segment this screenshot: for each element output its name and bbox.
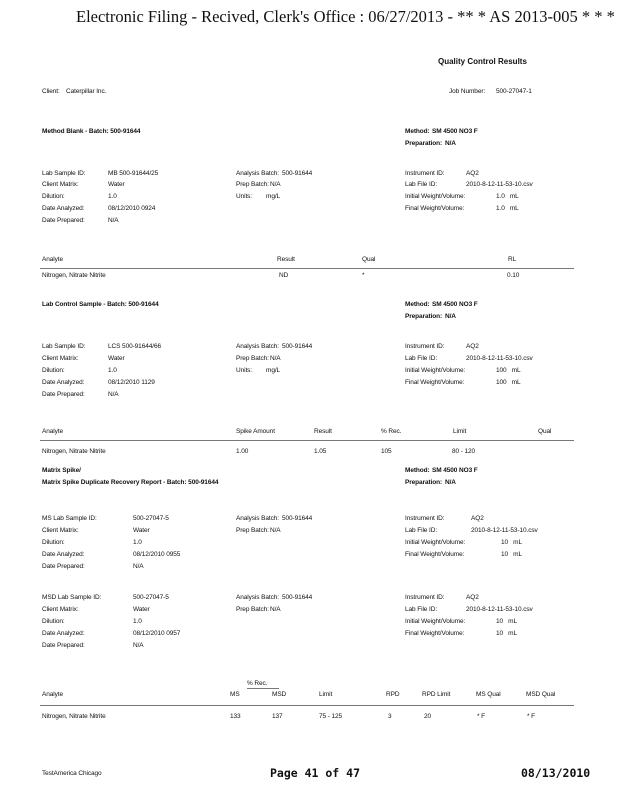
label-dilution: Dilution: bbox=[42, 539, 65, 546]
cell-rec: 105 bbox=[381, 448, 392, 455]
value-client-matrix: Water bbox=[133, 606, 150, 613]
label-final-weight: Final Weight/Volume: bbox=[405, 630, 465, 637]
value-initial-weight: 100 mL bbox=[496, 367, 521, 374]
label-lab-file-id: Lab File ID: bbox=[405, 606, 438, 613]
label-final-weight: Final Weight/Volume: bbox=[405, 551, 465, 558]
label-dilution: Dilution: bbox=[42, 618, 65, 625]
preparation-label: Preparation: bbox=[405, 313, 443, 320]
label-lab-sample-id: Lab Sample ID: bbox=[42, 343, 86, 350]
cell-result: ND bbox=[279, 272, 289, 279]
footer-page-number: Page 41 of 47 bbox=[270, 766, 361, 780]
cell-spike-amount: 1.00 bbox=[236, 448, 249, 455]
label-lab-file-id: Lab File ID: bbox=[405, 181, 438, 188]
footer-date: 08/13/2010 bbox=[521, 766, 591, 780]
label-analysis-batch: Analysis Batch: bbox=[236, 515, 279, 522]
label-client-matrix: Client Matrix: bbox=[42, 606, 79, 613]
value-final-weight: 1.0 mL bbox=[496, 205, 519, 212]
cell-rpd: 3 bbox=[388, 713, 392, 720]
col-header-msd-qual: MSD Qual bbox=[526, 691, 556, 698]
cell-analyte: Nitrogen, Nitrate Nitrite bbox=[42, 448, 106, 455]
label-msd-lab-sample-id: MSD Lab Sample ID: bbox=[42, 594, 102, 601]
value-date-analyzed: 08/12/2010 0924 bbox=[108, 205, 156, 212]
value-dilution: 1.0 bbox=[133, 618, 142, 625]
value-analysis-batch: 500-91644 bbox=[282, 170, 313, 177]
cell-msd: 137 bbox=[272, 713, 283, 720]
label-prep-batch: Prep Batch: bbox=[236, 181, 269, 188]
label-initial-weight: Initial Weight/Volume: bbox=[405, 618, 466, 625]
value-lab-sample-id: LCS 500-91644/66 bbox=[108, 343, 161, 350]
value-client-matrix: Water bbox=[108, 181, 125, 188]
value-units: mg/L bbox=[266, 367, 281, 374]
label-date-prepared: Date Prepared: bbox=[42, 217, 85, 224]
label-lab-file-id: Lab File ID: bbox=[405, 355, 438, 362]
label-ms-lab-sample-id: MS Lab Sample ID: bbox=[42, 515, 97, 522]
method-label: Method: bbox=[405, 128, 430, 135]
cell-qual: * bbox=[362, 272, 365, 279]
filing-banner: Electronic Filing - Recived, Clerk's Office : 06/27/2013 - ** * AS 2013-005 * * * bbox=[76, 7, 615, 26]
col-header-result: Result bbox=[314, 428, 332, 435]
table-divider bbox=[40, 268, 574, 269]
col-header-limit: Limit bbox=[453, 428, 467, 435]
report-title: Quality Control Results bbox=[438, 57, 527, 66]
cell-analyte: Nitrogen, Nitrate Nitrite bbox=[42, 713, 106, 720]
value-units: mg/L bbox=[266, 193, 281, 200]
cell-rl: 0.10 bbox=[507, 272, 520, 279]
value-date-prepared: N/A bbox=[108, 391, 119, 398]
col-header-analyte: Analyte bbox=[42, 256, 63, 263]
section-title: Method Blank - Batch: 500-91644 bbox=[42, 128, 141, 135]
label-final-weight: Final Weight/Volume: bbox=[405, 379, 465, 386]
label-instrument-id: Instrument ID: bbox=[405, 515, 445, 522]
rec-group-underline bbox=[247, 688, 279, 689]
col-header-msd: MSD bbox=[272, 691, 287, 698]
footer-lab-name: TestAmerica Chicago bbox=[42, 770, 102, 777]
value-initial-weight: 1.0 mL bbox=[496, 193, 519, 200]
value-prep-batch: N/A bbox=[270, 355, 281, 362]
method-label: Method: bbox=[405, 301, 430, 308]
job-number-label: Job Number: bbox=[449, 88, 486, 95]
value-client-matrix: Water bbox=[108, 355, 125, 362]
col-header-result: Result bbox=[277, 256, 295, 263]
value-instrument-id: AQ2 bbox=[466, 594, 479, 601]
label-initial-weight: Initial Weight/Volume: bbox=[405, 539, 466, 546]
col-header-spike-amount: Spike Amount bbox=[236, 428, 275, 435]
method-value: SM 4500 NO3 F bbox=[432, 467, 478, 474]
label-dilution: Dilution: bbox=[42, 367, 65, 374]
label-lab-file-id: Lab File ID: bbox=[405, 527, 438, 534]
label-initial-weight: Initial Weight/Volume: bbox=[405, 367, 466, 374]
value-lab-sample-id: MB 500-91644/25 bbox=[108, 170, 159, 177]
value-prep-batch: N/A bbox=[270, 606, 281, 613]
col-header-qual: Qual bbox=[362, 256, 376, 263]
value-date-analyzed: 08/12/2010 0955 bbox=[133, 551, 181, 558]
value-ms-lab-sample-id: 500-27047-5 bbox=[133, 515, 169, 522]
table-divider bbox=[40, 705, 574, 706]
preparation-value: N/A bbox=[445, 479, 456, 486]
job-number-value: 500-27047-1 bbox=[496, 88, 532, 95]
cell-ms-qual: * F bbox=[477, 713, 486, 720]
label-prep-batch: Prep Batch: bbox=[236, 527, 269, 534]
label-lab-sample-id: Lab Sample ID: bbox=[42, 170, 86, 177]
label-date-prepared: Date Prepared: bbox=[42, 563, 85, 570]
label-client-matrix: Client Matrix: bbox=[42, 527, 79, 534]
label-instrument-id: Instrument ID: bbox=[405, 343, 445, 350]
label-date-analyzed: Date Analyzed: bbox=[42, 205, 85, 212]
label-dilution: Dilution: bbox=[42, 193, 65, 200]
value-date-prepared: N/A bbox=[133, 563, 144, 570]
value-lab-file-id: 2010-8-12-11-53-10.csv bbox=[466, 181, 533, 188]
col-header-rpd-limit: RPD Limit bbox=[422, 691, 451, 698]
client-label: Client: bbox=[42, 88, 60, 95]
col-header-analyte: Analyte bbox=[42, 428, 63, 435]
preparation-value: N/A bbox=[445, 313, 456, 320]
value-lab-file-id: 2010-8-12-11-53-10.csv bbox=[471, 527, 538, 534]
value-analysis-batch: 500-91644 bbox=[282, 343, 313, 350]
value-final-weight: 10 mL bbox=[501, 551, 522, 558]
label-date-analyzed: Date Analyzed: bbox=[42, 551, 85, 558]
method-label: Method: bbox=[405, 467, 430, 474]
col-header-qual: Qual bbox=[538, 428, 552, 435]
section-title: Lab Control Sample - Batch: 500-91644 bbox=[42, 301, 159, 308]
label-client-matrix: Client Matrix: bbox=[42, 355, 79, 362]
col-header-rl: RL bbox=[508, 256, 517, 263]
label-final-weight: Final Weight/Volume: bbox=[405, 205, 465, 212]
cell-result: 1.05 bbox=[314, 448, 327, 455]
label-date-prepared: Date Prepared: bbox=[42, 391, 85, 398]
method-value: SM 4500 NO3 F bbox=[432, 301, 478, 308]
col-header-ms: MS bbox=[230, 691, 240, 698]
label-analysis-batch: Analysis Batch: bbox=[236, 343, 279, 350]
value-initial-weight: 10 mL bbox=[501, 539, 522, 546]
col-header-analyte: Analyte bbox=[42, 691, 63, 698]
cell-msd-qual: * F bbox=[527, 713, 536, 720]
value-msd-lab-sample-id: 500-27047-5 bbox=[133, 594, 169, 601]
value-date-prepared: N/A bbox=[108, 217, 119, 224]
label-units: Units: bbox=[236, 367, 253, 374]
value-final-weight: 100 mL bbox=[496, 379, 521, 386]
label-date-analyzed: Date Analyzed: bbox=[42, 379, 85, 386]
value-date-analyzed: 08/12/2010 1129 bbox=[108, 379, 155, 386]
label-initial-weight: Initial Weight/Volume: bbox=[405, 193, 466, 200]
value-instrument-id: AQ2 bbox=[471, 515, 484, 522]
label-date-prepared: Date Prepared: bbox=[42, 642, 85, 649]
label-date-analyzed: Date Analyzed: bbox=[42, 630, 85, 637]
value-prep-batch: N/A bbox=[270, 527, 281, 534]
label-client-matrix: Client Matrix: bbox=[42, 181, 79, 188]
value-analysis-batch: 500-91644 bbox=[282, 594, 313, 601]
value-prep-batch: N/A bbox=[270, 181, 281, 188]
value-final-weight: 10 mL bbox=[496, 630, 517, 637]
label-analysis-batch: Analysis Batch: bbox=[236, 170, 279, 177]
value-dilution: 1.0 bbox=[108, 367, 117, 374]
client-value: Caterpillar Inc. bbox=[66, 88, 107, 95]
value-date-prepared: N/A bbox=[133, 642, 144, 649]
value-lab-file-id: 2010-8-12-11-53-10.csv bbox=[466, 355, 533, 362]
value-instrument-id: AQ2 bbox=[466, 170, 479, 177]
label-instrument-id: Instrument ID: bbox=[405, 594, 445, 601]
col-header-limit: Limit bbox=[319, 691, 333, 698]
label-units: Units: bbox=[236, 193, 253, 200]
col-header-rec: % Rec. bbox=[381, 428, 402, 435]
col-header-ms-qual: MS Qual bbox=[476, 691, 501, 698]
cell-analyte: Nitrogen, Nitrate Nitrite bbox=[42, 272, 106, 279]
section-title-line2: Matrix Spike Duplicate Recovery Report - Batch: 500-91644 bbox=[42, 479, 219, 486]
label-prep-batch: Prep Batch: bbox=[236, 606, 269, 613]
value-dilution: 1.0 bbox=[133, 539, 142, 546]
section-title-line1: Matrix Spike/ bbox=[42, 467, 81, 474]
value-dilution: 1.0 bbox=[108, 193, 117, 200]
value-date-analyzed: 08/12/2010 0957 bbox=[133, 630, 181, 637]
value-initial-weight: 10 mL bbox=[496, 618, 517, 625]
preparation-value: N/A bbox=[445, 140, 456, 147]
cell-limit: 80 - 120 bbox=[452, 448, 476, 455]
value-instrument-id: AQ2 bbox=[466, 343, 479, 350]
value-analysis-batch: 500-91644 bbox=[282, 515, 313, 522]
cell-limit: 75 - 125 bbox=[319, 713, 343, 720]
cell-rpd-limit: 20 bbox=[424, 713, 432, 720]
value-client-matrix: Water bbox=[133, 527, 150, 534]
preparation-label: Preparation: bbox=[405, 140, 443, 147]
label-instrument-id: Instrument ID: bbox=[405, 170, 445, 177]
label-prep-batch: Prep Batch: bbox=[236, 355, 269, 362]
method-value: SM 4500 NO3 F bbox=[432, 128, 478, 135]
col-header-rpd: RPD bbox=[386, 691, 400, 698]
rec-group-header: % Rec. bbox=[247, 680, 268, 687]
cell-ms: 133 bbox=[230, 713, 241, 720]
table-divider bbox=[40, 440, 574, 441]
label-analysis-batch: Analysis Batch: bbox=[236, 594, 279, 601]
preparation-label: Preparation: bbox=[405, 479, 443, 486]
value-lab-file-id: 2010-8-12-11-53-10.csv bbox=[466, 606, 533, 613]
